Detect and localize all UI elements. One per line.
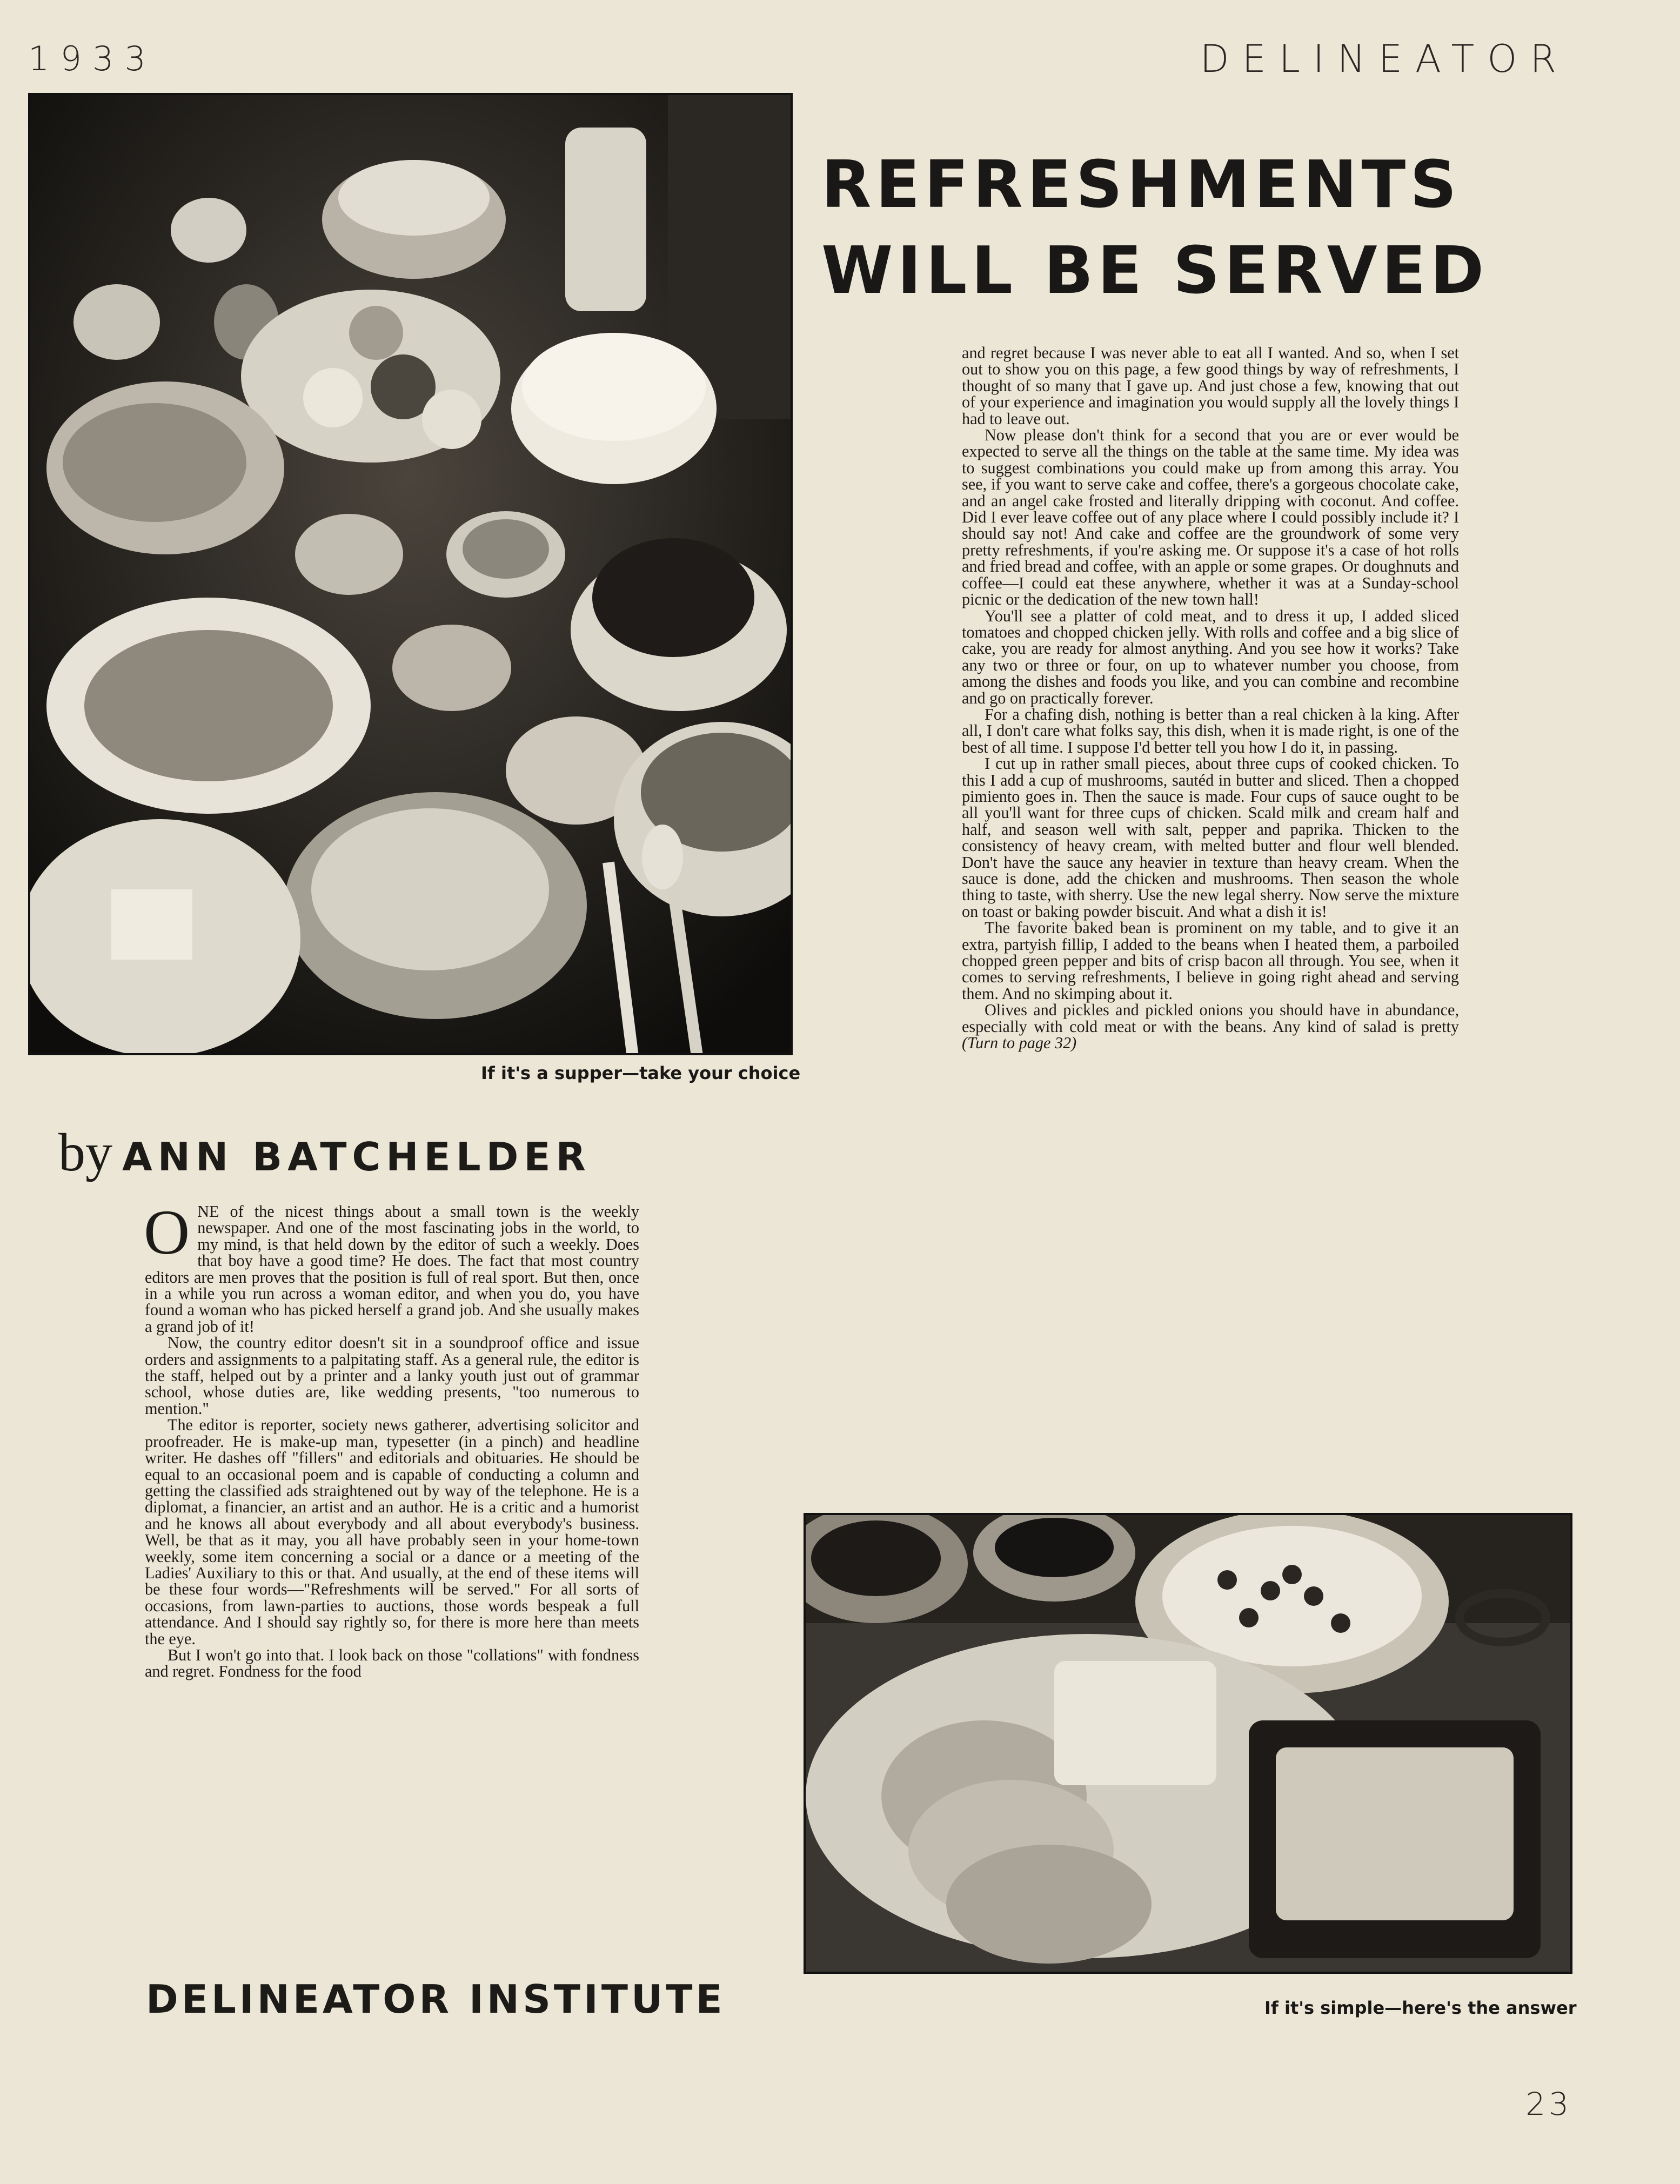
byline-prefix: by	[58, 1122, 112, 1182]
article-paragraph: But I won't go into that. I look back on those "collations" with fondness and regret. Fondness for the food	[145, 1645, 639, 1681]
article-paragraph: For a chafing dish, nothing is better than a real chicken à la king. After all, I don't care what folks say, this dish, when it is made right, is one of the best of all time. I suppose I'd better tell you how I do it, in passing.	[962, 705, 1459, 756]
article-paragraph: You'll see a platter of cold meat, and to dress it up, I added sliced tomatoes and chopped chicken jelly. With rolls and coffee and a big slice of cake, you are ready for almost anything. And you see how it works? Take any two or three or four, on up to whatever number you choose, from among the dishes and foods you like, and you can combine and recombine and go on practically forever.	[962, 606, 1459, 707]
supper-photo-caption: If it's a supper—take your choice	[481, 1063, 801, 1083]
article-column-left	[144, 1197, 639, 1681]
article-paragraph: The favorite baked bean is prominent on my table, and to give it an extra, partyish fillip, I added to the beans when I heated them, a parboiled chopped green pepper and bits of crisp bacon all through. You see, when it comes to serving refreshments, I believe in going right ahead and serving them. And no skimping about it.	[962, 919, 1459, 1003]
simple-photo-caption: If it's simple—here's the answer	[1264, 1998, 1577, 2018]
continuation-note: (Turn to page 32)	[962, 1034, 1077, 1053]
article-column-right	[962, 345, 1459, 1051]
supper-table-photo	[28, 93, 793, 1055]
article-paragraph: and regret because I was never able to eat all I wanted. And so, when I set out to show you on this page, a few good things by way of refreshments, I thought of so many that I gave up. And just chose a few, knowing that out of your experience and imagination you would supply all the lovely things I had to leave out.	[962, 344, 1459, 428]
supper-table-illustration	[30, 95, 791, 1053]
article-paragraph: ONE of the nicest things about a small town is the weekly newspaper. And one of the most fascinating jobs in the world, to my mind, is that held down by the editor of such a weekly. Does that boy have a good time? He does. The fact that most country editors are men proves that the position is full of real sport. But then, once in a while you run across a woman editor, and when you do, you have found a woman who has picked herself a grand job. And she usually makes a grand job of it!	[144, 1197, 639, 1336]
article-title-line2: WILL BE SERVED	[821, 233, 1489, 309]
simple-refreshments-photo	[804, 1513, 1572, 1974]
simple-refreshments-illustration	[806, 1515, 1570, 1972]
magazine-name: DELINEATOR	[1200, 37, 1569, 81]
page-number: 23	[1525, 2086, 1572, 2122]
article-title-line1: REFRESHMENTS	[821, 148, 1461, 223]
byline	[58, 1121, 591, 1183]
drop-cap: O	[144, 1197, 190, 1268]
institute-name: DELINEATOR INSTITUTE	[146, 1977, 726, 2022]
issue-year: 1933	[28, 39, 157, 78]
article-paragraph: Now, the country editor doesn't sit in a soundproof office and issue orders and assignments to a palpitating staff. As a general rule, the editor is the staff, helped out by a printer and a lanky youth just out of grammar school, whose duties are, like wedding presents, "too numerous to mention."	[145, 1334, 639, 1418]
article-paragraph: The editor is reporter, society news gatherer, advertising solicitor and proofreader. He is make-up man, typesetter (in a pinch) and headline writer. He dashes off "fillers" and editorials and obituaries. He should be equal to an occasional poem and is capable of conducting a column and getting the classified ads straightened out by way of the telephone. He is a diplomat, a financier, an artist and an author. He is a critic and a humorist and he knows all about everybody and all about everybody's business. Well, be that as it may, you all have probably seen in your home-town weekly, some item concerning a social or a dance or a meeting of the Ladies' Auxiliary to this or that. And usually, at the end of these items will be these four words—"Refreshments will be served." For all sorts of occasions, from lawn-parties to auctions, those words bespeak a full attendance. And I should say rightly so, for there is more here than meets the eye.	[145, 1416, 639, 1648]
article-paragraph: Now please don't think for a second that you are or ever would be expected to serve all the things on the table at the same time. My idea was to suggest combinations you could make up from among this array. You see, if you want to serve cake and coffee, there's a gorgeous chocolate cake, and an angel cake frosted and literally dripping with coconut. And coffee. Did I ever leave coffee out of any place where I could possibly include it? I should say not! And cake and coffee are the groundwork of some very pretty refreshments, if you're asking me. Or suppose it's a case of hot rolls and fried bread and coffee, with an apple or some grapes. Or doughnuts and coffee—I could eat these anywhere, whether it was at a Sunday-school picnic or the dedication of the new town hall!	[962, 426, 1459, 609]
article-paragraph: I cut up in rather small pieces, about three cups of cooked chicken. To this I add a cup of mushrooms, sautéd in butter and sliced. Then a chopped pimiento goes in. Then the sauce is made. Four cups of sauce ought to be all you'll want for three cups of chicken. Scald milk and cream half and half, and season well with salt, pepper and paprika. Thicken to the consistency of heavy cream, with melted butter and flour well blended. Don't have the sauce any heavier in texture than heavy cream. When the sauce is done, add the chicken and mushrooms. Then season the whole thing to taste, with sherry. Use the new legal sherry. Now serve the mixture on toast or baking powder biscuit. And what a dish it is!	[962, 754, 1459, 921]
article-paragraph: Olives and pickles and pickled onions you should have in abundance, especially with cold meat or with the beans. Any kind of salad is pretty (Turn to page 32)	[962, 1001, 1459, 1053]
author-name: ANN BATCHELDER	[122, 1134, 591, 1180]
